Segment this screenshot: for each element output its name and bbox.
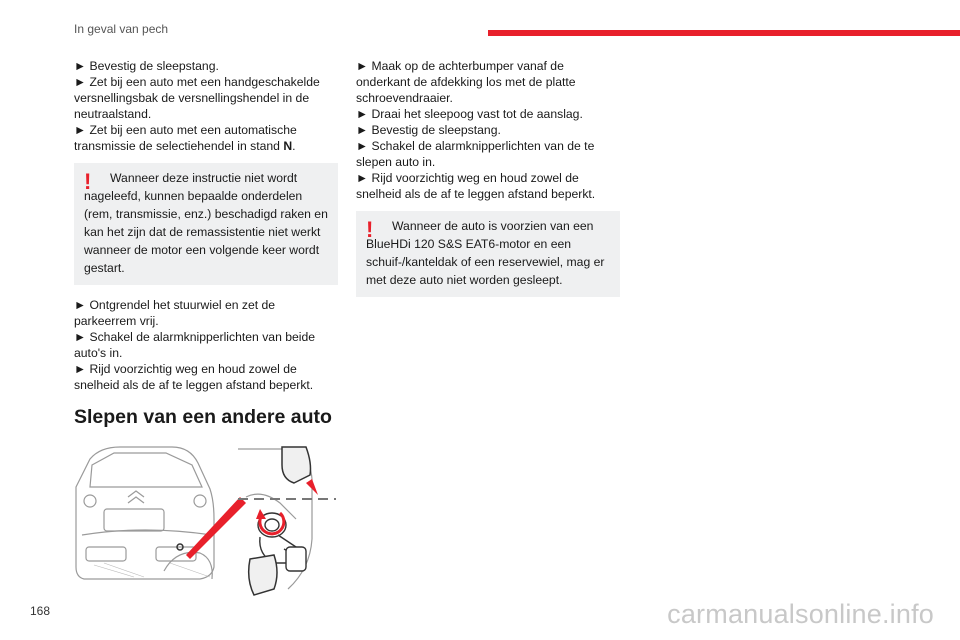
step-drive-carefully: ► Rijd voorzichtig weg en houd zowel de snelheid als de af te leggen afstand beperkt. [356, 171, 596, 201]
step-hazard-lights: ► Schakel de alarmknipperlichten van de te slepen auto in. [356, 139, 595, 169]
step-unlock-steering: ► Ontgrendel het stuurwiel en zet de parkeerrem vrij. [74, 298, 276, 328]
step-automatic-end: . [292, 139, 296, 153]
towing-eye-illustration [74, 439, 338, 599]
step-manual-gearbox: ► Zet bij een auto met een handgeschakelde versnellingsbak de versnellingshendel in de neutraalstand. [74, 75, 320, 121]
step-automatic-text: ► Zet bij een auto met een automatische transmissie de selectiehendel in stand [74, 123, 297, 153]
chapter-title: In geval van pech [74, 22, 169, 36]
step-screw-towing-eye: ► Draai het sleepoog vast tot de aanslag. [356, 107, 583, 121]
header-accent-bar [488, 30, 960, 36]
left-column [74, 58, 338, 599]
warning-text: Wanneer de auto is voorzien van een BlueHDi 120 S&S EAT6-motor en een schuif-/kanteldak of een reservewiel, mag er met deze auto niet worden gesleept. [366, 219, 605, 287]
section-title: Slepen van een andere auto [74, 406, 332, 428]
step-remove-cover: ► Maak op de achterbumper vanaf de onderkant de afdekking los met de platte schroevendraaier. [356, 59, 576, 105]
step-attach-towbar: ► Bevestig de sleepstang. [74, 59, 219, 73]
step-drive-carefully: ► Rijd voorzichtig weg en houd zowel de snelheid als de af te leggen afstand beperkt. [74, 362, 314, 392]
watermark: carmanualsonline.info [667, 599, 934, 629]
warning-box [74, 163, 338, 285]
step-attach-towbar: ► Bevestig de sleepstang. [356, 123, 501, 137]
gear-position-n: N [283, 139, 293, 153]
page-number: 168 [30, 604, 51, 618]
warning-box [356, 211, 620, 297]
warning-text: Wanneer deze instructie niet wordt nageleefd, kunnen bepaalde onderdelen (rem, transmissie, enz.) beschadigd raken en kan het zijn dat de remassistentie niet werkt wanneer de motor een volgende keer wordt gestart. [84, 171, 328, 275]
exclamation-icon: ! [366, 217, 374, 242]
step-automatic-transmission [74, 122, 338, 154]
right-column [356, 58, 620, 309]
step-hazard-lights-both: ► Schakel de alarmknipperlichten van beide auto's in. [74, 330, 316, 360]
exclamation-icon: ! [84, 169, 92, 194]
